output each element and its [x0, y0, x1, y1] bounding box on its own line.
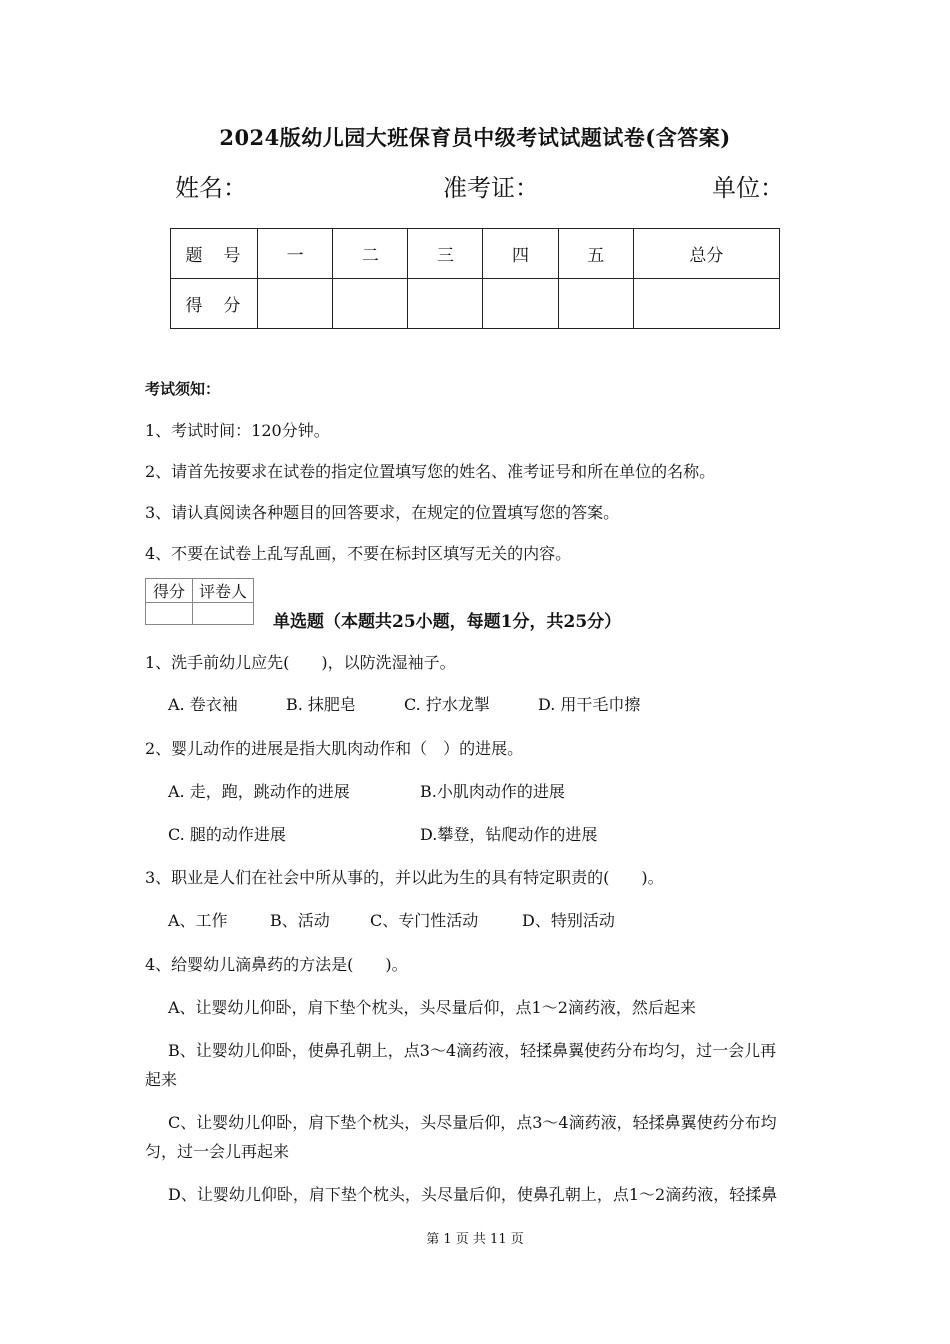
score-entry-cell[interactable]	[558, 279, 633, 329]
page-footer: 第 1 页 共 11 页	[426, 1232, 524, 1247]
grader-box-grader-label: 评卷人	[193, 579, 254, 603]
score-table-cell: 三	[408, 229, 483, 279]
score-table-cell: 五	[558, 229, 633, 279]
name-field-label: 姓名：	[175, 174, 247, 202]
grader-box-score-label: 得分	[146, 579, 193, 603]
score-entry-cell[interactable]	[483, 279, 558, 329]
score-entry-cell[interactable]	[333, 279, 408, 329]
score-table-cell: 二	[333, 229, 408, 279]
grader-box	[145, 578, 254, 625]
option-a: A、工作	[168, 911, 228, 930]
grader-name-cell[interactable]	[193, 603, 254, 625]
unit-field-label: 单位：	[712, 174, 784, 202]
notice-heading: 考试须知：	[145, 380, 221, 398]
option-b: B、让婴幼儿仰卧，使鼻孔朝上，点3～4滴药液，轻揉鼻翼使药分布均匀，过一会儿再	[168, 1041, 777, 1060]
option-b: B. 抹肥皂	[286, 695, 356, 714]
option-a: A. 卷衣袖	[168, 695, 238, 714]
score-entry-cell[interactable]	[258, 279, 333, 329]
score-table-cell: 题 号	[171, 229, 258, 279]
question-stem: 3、职业是人们在社会中所从事的，并以此为生的具有特定职责的( )。	[145, 868, 664, 887]
option-c: C、让婴幼儿仰卧，肩下垫个枕头，头尽量后仰，点3～4滴药液，轻揉鼻翼使药分布均	[168, 1113, 777, 1132]
page-title: 2024版幼儿园大班保育员中级考试试题试卷(含答案)	[219, 125, 731, 150]
option-d: D、让婴幼儿仰卧，肩下垫个枕头，头尽量后仰，使鼻孔朝上，点1～2滴药液，轻揉鼻	[168, 1185, 778, 1204]
option-c-continued: 匀，过一会儿再起来	[145, 1142, 290, 1161]
question-stem: 1、洗手前幼儿应先( )，以防洗湿袖子。	[145, 653, 456, 672]
option-d: D.攀登，钻爬动作的进展	[420, 825, 598, 844]
score-entry-cell[interactable]	[408, 279, 483, 329]
option-a: A、让婴幼儿仰卧，肩下垫个枕头，头尽量后仰，点1～2滴药液，然后起来	[168, 998, 696, 1017]
option-b-continued: 起来	[145, 1070, 178, 1089]
score-table-cell: 一	[258, 229, 333, 279]
option-d: D. 用干毛巾擦	[538, 695, 641, 714]
score-table-cell: 总分	[633, 229, 779, 279]
notice-item: 3、请认真阅读各种题目的回答要求，在规定的位置填写您的答案。	[145, 503, 620, 522]
notice-item: 1、考试时间：120分钟。	[145, 421, 330, 440]
score-entry-cell[interactable]	[633, 279, 779, 329]
score-table-cell: 四	[483, 229, 558, 279]
grader-score-cell[interactable]	[146, 603, 193, 625]
exam-id-field-label: 准考证：	[443, 174, 539, 202]
option-b: B.小肌肉动作的进展	[420, 782, 565, 801]
option-b: B、活动	[270, 911, 330, 930]
question-stem: 2、婴儿动作的进展是指大肌肉动作和（ ）的进展。	[145, 739, 524, 758]
score-table	[170, 228, 780, 329]
option-c: C. 拧水龙掣	[404, 695, 490, 714]
score-table-header-row	[171, 229, 780, 279]
section-title: 单选题（本题共25小题，每题1分，共25分）	[273, 612, 622, 632]
option-a: A. 走，跑，跳动作的进展	[168, 782, 350, 801]
option-c: C、专门性活动	[370, 911, 479, 930]
question-stem: 4、给婴幼儿滴鼻药的方法是( )。	[145, 955, 408, 974]
score-table-score-row	[171, 279, 780, 329]
notice-item: 4、不要在试卷上乱写乱画，不要在标封区填写无关的内容。	[145, 544, 572, 563]
option-c: C. 腿的动作进展	[168, 825, 286, 844]
option-d: D、特别活动	[522, 911, 615, 930]
notice-item: 2、请首先按要求在试卷的指定位置填写您的姓名、准考证号和所在单位的名称。	[145, 462, 716, 481]
score-table-cell: 得 分	[171, 279, 258, 329]
